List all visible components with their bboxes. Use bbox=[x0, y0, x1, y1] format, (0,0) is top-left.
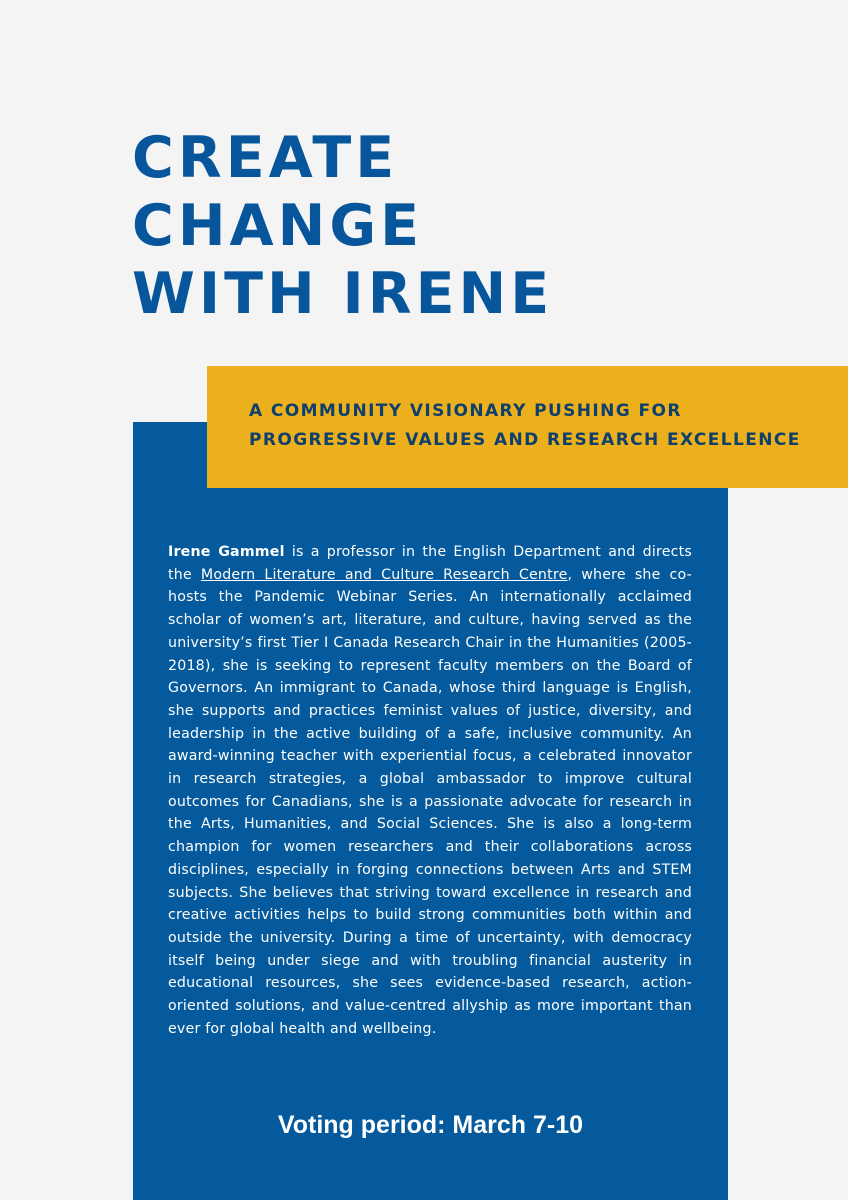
voting-period: Voting period: March 7-10 bbox=[277, 1111, 584, 1139]
headline-line-1: CREATE bbox=[132, 125, 399, 191]
tagline-line-1: A COMMUNITY VISIONARY PUSHING FOR bbox=[249, 401, 682, 421]
headline-line-2: CHANGE bbox=[132, 193, 424, 259]
tagline-banner bbox=[207, 366, 848, 488]
headline-line-3: WITH IRENE bbox=[132, 261, 554, 327]
tagline-text bbox=[249, 397, 801, 455]
tagline-line-2: PROGRESSIVE VALUES AND RESEARCH EXCELLENCE bbox=[249, 430, 801, 450]
candidate-name: Irene Gammel bbox=[168, 544, 285, 560]
bio-text-body: , where she co-hosts the Pandemic Webinar Series. An internationally acclaimed scholar of women’s art, literature, and culture, having served as the university’s first Tier I Canada Research Chair in the Humanities (2005-2018), she is seeking to represent faculty members on the Board of Governors. An immigrant to Canada, whose third language is English, she supports and practices feminist values of justice, diversity, and leadership in the active building of a safe, inclusive community. An award-winning teacher with experiential focus, a celebrated innovator in research strategies, a global ambassador to improve cultural outcomes for Canadians, she is a passionate advocate for research in the Arts, Humanities, and Social Sciences. She is also a long-term champion for women researchers and their collaborations across disciplines, especially in forging connections between Arts and STEM subjects. She believes that striving toward excellence in research and creative activities helps to build strong communities both within and outside the university. During a time of uncertainty, with democracy itself being under siege and with troubling financial austerity in educational resources, she sees evidence-based research, action-oriented solutions, and value-centred allyship as more important than ever for global health and wellbeing. bbox=[168, 566, 693, 1037]
bio-paragraph bbox=[168, 541, 692, 1040]
research-centre-link[interactable]: Modern Literature and Culture Research Centre bbox=[200, 566, 568, 583]
bio-text-intro: is a professor in the English Department and directs the bbox=[168, 544, 692, 583]
page-headline bbox=[132, 124, 553, 328]
